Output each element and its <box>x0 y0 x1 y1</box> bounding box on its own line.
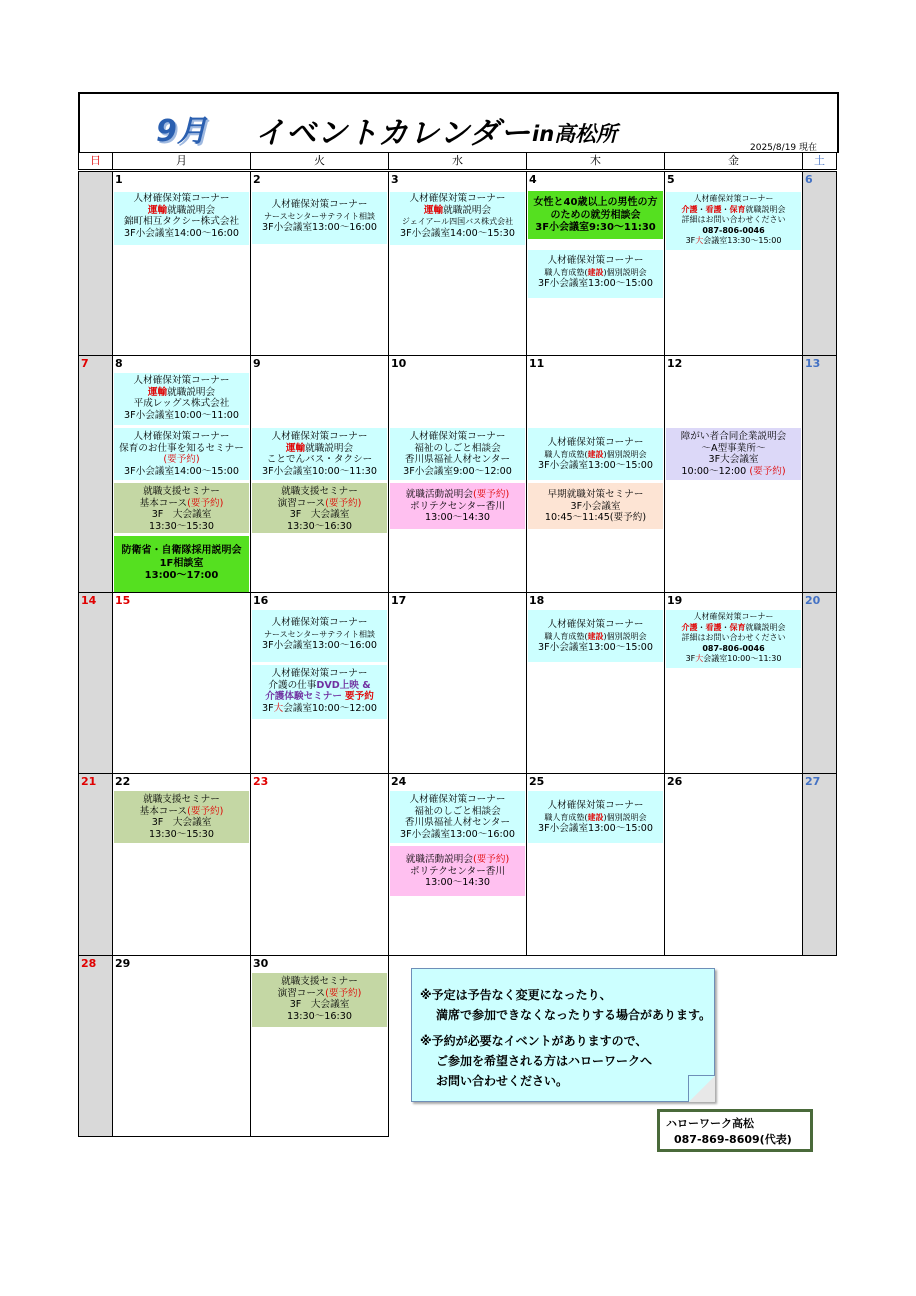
event-employment-consult <box>528 191 663 239</box>
day-cell-30 <box>250 955 389 1137</box>
event-line: 13:00～14:30 <box>425 512 490 523</box>
event-line: 平成レッグス株式会社 <box>133 398 230 409</box>
notice-line: ※予約が必要なイベントがありますので、 <box>420 1034 648 1048</box>
event-job-hunting-briefing <box>390 483 525 529</box>
event-line: 3F小会議室10:00～11:00 <box>124 409 239 421</box>
event-line: 3F大会議室13:30～15:00 <box>685 236 782 245</box>
day-number: 6 <box>805 173 813 186</box>
event-line: 3F小会議室13:00～15:00 <box>538 642 653 653</box>
event-line: 13:30～15:30 <box>149 520 214 532</box>
event-early-employment-seminar <box>528 483 663 529</box>
office-phone: 087-869-8609(代表) <box>674 1133 792 1146</box>
event-line: 人材確保対策コーナー <box>547 800 644 811</box>
event-line: 就職支援セミナー <box>281 976 358 987</box>
day-cell-15 <box>112 592 251 774</box>
day-number: 22 <box>115 775 131 788</box>
day-cell-8 <box>112 355 251 593</box>
day-cell-23 <box>250 773 389 956</box>
event-line: 3F小会議室14:00～16:00 <box>124 227 239 239</box>
day-number: 20 <box>805 594 821 607</box>
event-welfare-consult <box>390 428 525 480</box>
notice-line: お問い合わせください。 <box>436 1074 569 1088</box>
event-line: ～A型事業所～ <box>701 442 766 454</box>
event-line: 職人育成塾(建設)個別説明会 <box>544 267 647 277</box>
event-line: 福祉のしごと相談会 <box>414 805 501 817</box>
event-line: 10:00～12:00 (要予約) <box>681 465 786 477</box>
event-line: 人材確保対策コーナー <box>271 668 368 679</box>
day-number: 26 <box>667 775 683 788</box>
day-cell-19 <box>664 592 803 774</box>
event-line: ジェイアール四国バス株式会社 <box>401 217 514 226</box>
weekday-sat: 土 <box>802 152 837 170</box>
event-line: 3F大会議室 <box>708 454 759 465</box>
event-line: ポリテクセンター香川 <box>410 500 505 512</box>
event-line: 早期就職対策セミナー <box>547 489 644 500</box>
event-childcare-seminar <box>114 428 249 480</box>
event-line: 3F大会議室10:00～11:30 <box>685 654 782 663</box>
event-line: 運輸就職説明会 <box>423 204 492 216</box>
event-line: 詳細はお問い合わせください <box>681 633 786 642</box>
event-line: 介護体験セミナー 要予約 <box>265 691 374 702</box>
day-number: 27 <box>805 775 821 788</box>
office-name: ハローワーク高松 <box>666 1117 754 1130</box>
event-welfare-consult <box>390 791 525 843</box>
event-line: 13:00～17:00 <box>144 570 219 581</box>
day-cell-10 <box>388 355 527 593</box>
weekday-wed: 水 <box>388 152 527 170</box>
day-number: 8 <box>115 357 123 370</box>
weekday-mon: 月 <box>112 152 251 170</box>
day-number: 16 <box>253 594 269 607</box>
event-line: 就職活動説明会(要予約) <box>405 854 510 865</box>
event-line: 人材確保対策コーナー <box>693 194 774 203</box>
day-number: 1 <box>115 173 123 186</box>
event-line: 女性と40歳以上の男性の方 <box>533 197 658 208</box>
day-cell-7 <box>78 355 113 593</box>
event-transport-job-fair <box>114 192 249 245</box>
event-line: 就職支援セミナー <box>281 486 358 497</box>
day-cell-14 <box>78 592 113 774</box>
event-line: 人材確保対策コーナー <box>547 255 644 266</box>
day-cell-11 <box>526 355 665 593</box>
as-of-date: 2025/8/19 現在 <box>750 143 818 153</box>
event-line: 3F 大会議室 <box>289 999 350 1010</box>
event-line: 1F相談室 <box>159 557 204 569</box>
day-cell-3 <box>388 171 527 356</box>
event-reservation-required: (要予約) <box>163 454 200 465</box>
event-line: 就職支援セミナー <box>143 794 220 805</box>
event-line: ナースセンターサテライト相談 <box>263 629 376 639</box>
day-cell-27 <box>802 773 837 956</box>
day-cell-29 <box>112 955 251 1137</box>
event-line: 福祉のしごと相談会 <box>414 442 501 454</box>
day-number: 23 <box>253 775 269 788</box>
event-line: 3F 大会議室 <box>151 817 212 828</box>
event-construction-briefing <box>528 428 663 480</box>
event-phone: 087-806-0046 <box>702 225 765 235</box>
day-cell-5 <box>664 171 803 356</box>
weekday-thu: 木 <box>526 152 665 170</box>
event-line: のための就労相談会 <box>550 209 641 221</box>
event-line: 就職活動説明会(要予約) <box>405 489 510 500</box>
day-cell-1 <box>112 171 251 356</box>
event-line: 3F 大会議室 <box>289 509 350 520</box>
weekday-tue: 火 <box>250 152 389 170</box>
event-transport-job-fair <box>252 428 387 480</box>
notice-box <box>411 968 715 1102</box>
event-line: 人材確保対策コーナー <box>133 375 230 386</box>
day-cell-16 <box>250 592 389 774</box>
event-basic-course-seminar <box>114 791 249 843</box>
event-line: 演習コース(要予約) <box>277 497 362 509</box>
day-number: 30 <box>253 957 269 970</box>
event-line: 3F小会議室13:00～15:00 <box>538 278 653 289</box>
day-number: 5 <box>667 173 675 186</box>
day-number: 10 <box>391 357 407 370</box>
day-number: 28 <box>81 957 97 970</box>
day-number: 19 <box>667 594 683 607</box>
weekday-fri: 金 <box>664 152 803 170</box>
event-disability-job-fair <box>666 428 801 480</box>
event-line: 人材確保対策コーナー <box>409 794 506 805</box>
event-phone: 087-806-0046 <box>702 643 765 653</box>
day-cell-18 <box>526 592 665 774</box>
notice-line: ご参加を希望される方はハローワークへ <box>436 1054 653 1068</box>
event-line: 人材確保対策コーナー <box>409 431 506 442</box>
event-line: 演習コース(要予約) <box>277 987 362 999</box>
event-line: 3F小会議室13:00～16:00 <box>262 640 377 651</box>
day-number: 17 <box>391 594 407 607</box>
event-line: 13:30～15:30 <box>149 828 214 840</box>
event-defense-recruitment <box>114 536 249 592</box>
day-cell-6 <box>802 171 837 356</box>
event-line: 錦町相互タクシー株式会社 <box>123 216 240 227</box>
event-line: 人材確保対策コーナー <box>271 431 368 442</box>
event-line: ことでんバス・タクシー <box>266 454 373 465</box>
event-line: 運輸就職説明会 <box>147 204 216 216</box>
event-line: 10:45～11:45(要予約) <box>544 512 647 523</box>
event-line: 人材確保対策コーナー <box>271 199 368 210</box>
day-number: 7 <box>81 357 89 370</box>
event-line: ナースセンターサテライト相談 <box>263 211 376 221</box>
event-line: 人材確保対策コーナー <box>133 431 230 442</box>
event-practice-course-seminar <box>252 973 387 1027</box>
day-cell-28 <box>78 955 113 1137</box>
day-cell-26 <box>664 773 803 956</box>
event-line: ポリテクセンター香川 <box>410 865 505 877</box>
notice-line: ※予定は予告なく変更になったり、 <box>420 988 612 1002</box>
day-cell-20 <box>802 592 837 774</box>
event-transport-job-fair <box>114 373 249 425</box>
event-line: 3F小会議室9:30～11:30 <box>535 222 656 233</box>
event-practice-course-seminar <box>252 483 387 533</box>
event-construction-briefing <box>528 610 663 662</box>
event-line: 基本コース(要予約) <box>139 805 224 817</box>
event-line: 13:30～16:30 <box>287 1010 352 1022</box>
day-cell-21 <box>78 773 113 956</box>
day-cell-22 <box>112 773 251 956</box>
event-job-hunting-briefing <box>390 846 525 896</box>
event-transport-job-fair <box>390 192 525 245</box>
event-line: 3F小会議室9:00～12:00 <box>403 465 512 477</box>
event-line: 3F小会議室 <box>570 500 621 512</box>
page-curl-icon <box>688 1075 715 1102</box>
event-line: 運輸就職説明会 <box>285 442 354 454</box>
event-care-work-seminar <box>252 665 387 719</box>
calendar-title: イベントカレンダー <box>255 116 532 151</box>
day-cell-empty <box>78 171 113 356</box>
event-line: 就職支援セミナー <box>143 486 220 497</box>
month-label: 9月 <box>156 114 207 149</box>
day-number: 4 <box>529 173 537 186</box>
event-line: 13:00～14:30 <box>425 877 490 888</box>
event-construction-briefing <box>528 791 663 843</box>
event-line: 3F小会議室13:00～16:00 <box>400 828 515 840</box>
day-number: 15 <box>115 594 131 607</box>
event-line: 人材確保対策コーナー <box>271 617 368 628</box>
day-cell-13 <box>802 355 837 593</box>
day-cell-2 <box>250 171 389 356</box>
event-line: 3F小会議室13:00～15:00 <box>538 823 653 834</box>
event-line: 介護・看護・保育就職説明会 <box>681 204 786 214</box>
event-line: 基本コース(要予約) <box>139 497 224 509</box>
day-number: 21 <box>81 775 97 788</box>
event-line: 運輸就職説明会 <box>147 386 216 398</box>
event-line: 香川県福祉人材センター <box>404 454 511 465</box>
event-line: 詳細はお問い合わせください <box>681 215 786 224</box>
day-cell-24 <box>388 773 527 956</box>
event-line: 人材確保対策コーナー <box>693 612 774 621</box>
event-line: 人材確保対策コーナー <box>409 193 506 204</box>
event-line: 13:30～16:30 <box>287 520 352 532</box>
day-number: 24 <box>391 775 407 788</box>
location-label: in高松所 <box>532 122 618 146</box>
day-number: 25 <box>529 775 545 788</box>
day-cell-17 <box>388 592 527 774</box>
day-number: 11 <box>529 357 545 370</box>
weekday-sun: 日 <box>78 152 113 170</box>
day-number: 18 <box>529 594 545 607</box>
day-number: 9 <box>253 357 261 370</box>
event-care-job-fair <box>666 192 801 250</box>
day-cell-12 <box>664 355 803 593</box>
day-number: 14 <box>81 594 97 607</box>
event-line: 介護の仕事DVD上映 & <box>268 679 371 691</box>
event-nurse-consult <box>252 610 387 662</box>
day-number: 12 <box>667 357 683 370</box>
event-line: 人材確保対策コーナー <box>547 437 644 448</box>
event-line: 3F大会議室10:00～12:00 <box>262 702 377 714</box>
event-line: 職人育成塾(建設)個別説明会 <box>544 449 647 459</box>
event-basic-course-seminar <box>114 483 249 533</box>
event-line: 保育のお仕事を知るセミナー <box>119 442 244 454</box>
day-cell-25 <box>526 773 665 956</box>
day-number: 29 <box>115 957 131 970</box>
day-cell-9 <box>250 355 389 593</box>
event-line: 職人育成塾(建設)個別説明会 <box>544 812 647 822</box>
event-line: 3F小会議室13:00～15:00 <box>538 460 653 471</box>
day-number: 13 <box>805 357 821 370</box>
event-line: 3F 大会議室 <box>151 509 212 520</box>
event-construction-briefing <box>528 250 663 298</box>
event-line: 3F小会議室14:00～15:00 <box>124 465 239 477</box>
notice-line: 満席で参加できなくなったりする場合があります。 <box>436 1008 712 1022</box>
event-line: 3F小会議室13:00～16:00 <box>262 222 377 233</box>
day-cell-4 <box>526 171 665 356</box>
day-number: 2 <box>253 173 261 186</box>
event-line: 3F小会議室10:00～11:30 <box>262 465 377 477</box>
event-line: 障がい者合同企業説明会 <box>680 431 787 442</box>
event-nurse-consult <box>252 192 387 244</box>
event-line: 防衛省・自衛隊採用説明会 <box>121 545 242 556</box>
event-line: 介護・看護・保育就職説明会 <box>681 622 786 632</box>
event-line: 3F小会議室14:00～15:30 <box>400 227 515 239</box>
event-line: 人材確保対策コーナー <box>133 193 230 204</box>
event-line: 職人育成塾(建設)個別説明会 <box>544 631 647 641</box>
event-line: 人材確保対策コーナー <box>547 619 644 630</box>
calendar-title-bar <box>78 92 839 153</box>
day-number: 3 <box>391 173 399 186</box>
contact-box <box>657 1109 813 1152</box>
event-line: 香川県福祉人材センター <box>404 817 511 828</box>
event-care-job-fair <box>666 610 801 668</box>
